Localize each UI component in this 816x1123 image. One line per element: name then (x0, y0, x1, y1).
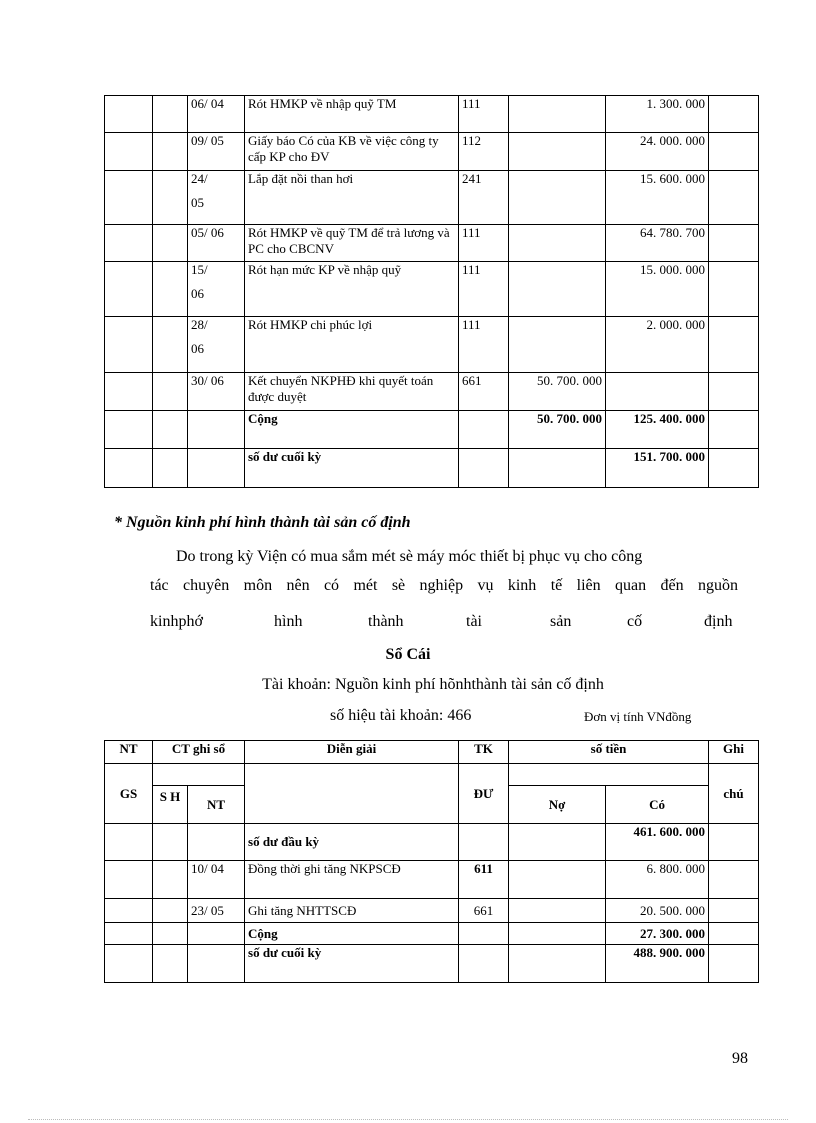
table-row (105, 133, 759, 171)
header-sh: S H (153, 786, 188, 824)
row-date: 23/ 05 (188, 899, 245, 923)
row-debit (509, 317, 606, 373)
row-description: Đồng thời ghi tăng NKPSCĐ (245, 861, 459, 899)
row-account: 241 (459, 171, 509, 225)
word: định (704, 613, 733, 630)
row-date: 09/ 05 (188, 133, 245, 171)
header-row (105, 764, 759, 786)
row-description: Rót HMKP về quỹ TM để trả lương và PC cho CBCNV (245, 225, 459, 262)
row-debit (509, 171, 606, 225)
ledger-title: Sổ Cái (385, 646, 431, 663)
word: kinhphớ (150, 613, 203, 630)
row-date: 05/ 06 (188, 225, 245, 262)
row-credit (606, 373, 709, 411)
section-heading: * Nguồn kinh phí hình thành tài sản cố định (114, 514, 411, 531)
table-row (105, 96, 759, 133)
row-date: 24/ 05 (188, 171, 245, 225)
row-account: 661 (459, 373, 509, 411)
total-debit: 50. 700. 000 (509, 411, 606, 449)
header-co: Có (606, 786, 709, 824)
row-debit (509, 133, 606, 171)
table-row (105, 899, 759, 923)
row-account: 111 (459, 225, 509, 262)
header-du: ĐƯ (459, 764, 509, 824)
row-date: 10/ 04 (188, 861, 245, 899)
total-label: Cộng (245, 411, 459, 449)
row-date: 15/ 06 (188, 262, 245, 317)
row-date: 30/ 06 (188, 373, 245, 411)
closing-balance-row (105, 449, 759, 488)
row-account: 111 (459, 317, 509, 373)
table-row (105, 317, 759, 373)
row-description: Giấy báo Có của KB về việc công ty cấp KP cho ĐV (245, 133, 459, 171)
row-description: Ghi tăng NHTTSCĐ (245, 899, 459, 923)
table-row (105, 171, 759, 225)
row-account: 111 (459, 262, 509, 317)
row-account: 112 (459, 133, 509, 171)
row-credit: 6. 800. 000 (606, 861, 709, 899)
footer-dotted-rule (28, 1119, 788, 1120)
header-ct-ghi-so: CT ghi sổ (153, 741, 245, 764)
word: sản (550, 613, 572, 630)
word: cố (627, 613, 643, 630)
row-credit: 15. 600. 000 (606, 171, 709, 225)
row-credit: 2. 000. 000 (606, 317, 709, 373)
closing-balance-row (105, 945, 759, 983)
row-credit: 15. 000. 000 (606, 262, 709, 317)
header-dien-giai: Diễn giải (245, 741, 459, 764)
table-row (105, 373, 759, 411)
header-ghi: Ghi (709, 741, 759, 764)
row-debit (509, 225, 606, 262)
header-nt-sub: NT (188, 786, 245, 824)
row-debit (509, 262, 606, 317)
paragraph-line-1: Do trong kỳ Viện có mua sắm mét sè máy móc thiết bị phục vụ cho công (176, 548, 643, 565)
row-description: Rót HMKP về nhập quỹ TM (245, 96, 459, 133)
opening-label: số dư đầu kỳ (245, 824, 459, 861)
row-debit: 50. 700. 000 (509, 373, 606, 411)
row-credit: 1. 300. 000 (606, 96, 709, 133)
row-date: 28/ 06 (188, 317, 245, 373)
ledger-table-continued (104, 95, 759, 488)
header-gs: GS (105, 764, 153, 824)
row-description: Lắp đặt nồi than hơi (245, 171, 459, 225)
row-account: 661 (459, 899, 509, 923)
page-number: 98 (732, 1050, 748, 1067)
row-description: Rót HMKP chi phúc lợi (245, 317, 459, 373)
header-row (105, 741, 759, 764)
row-description: Kết chuyển NKPHĐ khi quyết toán được duyệt (245, 373, 459, 411)
total-credit: 27. 300. 000 (606, 923, 709, 945)
total-credit: 125. 400. 000 (606, 411, 709, 449)
paragraph-line-2: tác chuyên môn nên có mét sè nghiệp vụ kinh tế liên quan đến nguồn (150, 577, 738, 594)
account-number: số hiệu tài khoản: 466 (330, 707, 472, 724)
header-so-tien: số tiền (509, 741, 709, 764)
row-credit: 64. 780. 700 (606, 225, 709, 262)
header-nt: NT (105, 741, 153, 764)
row-date: 06/ 04 (188, 96, 245, 133)
total-row (105, 411, 759, 449)
header-tk: TK (459, 741, 509, 764)
table-row (105, 262, 759, 317)
total-row (105, 923, 759, 945)
row-credit: 24. 000. 000 (606, 133, 709, 171)
row-debit (509, 96, 606, 133)
total-label: Cộng (245, 923, 459, 945)
account-name: Tài khoản: Nguồn kinh phí hõnhthành tài sản cố định (262, 676, 604, 693)
row-description: Rót hạn mức KP về nhập quỹ (245, 262, 459, 317)
word: thành (368, 613, 404, 630)
closing-label: số dư cuối kỳ (245, 449, 459, 488)
opening-balance-row (105, 824, 759, 861)
closing-credit: 488. 900. 000 (606, 945, 709, 983)
header-no: Nợ (509, 786, 606, 824)
currency-unit: Đơn vị tính VNđồng (584, 709, 692, 724)
row-account: 611 (459, 861, 509, 899)
word: tài (466, 613, 482, 630)
word: hình (274, 613, 303, 630)
table-row (105, 225, 759, 262)
ledger-table-466 (104, 740, 759, 983)
table-row (105, 861, 759, 899)
closing-credit: 151. 700. 000 (606, 449, 709, 488)
closing-label: số dư cuối kỳ (245, 945, 459, 983)
row-credit: 20. 500. 000 (606, 899, 709, 923)
header-chu: chú (709, 764, 759, 824)
opening-credit: 461. 600. 000 (606, 824, 709, 861)
row-account: 111 (459, 96, 509, 133)
